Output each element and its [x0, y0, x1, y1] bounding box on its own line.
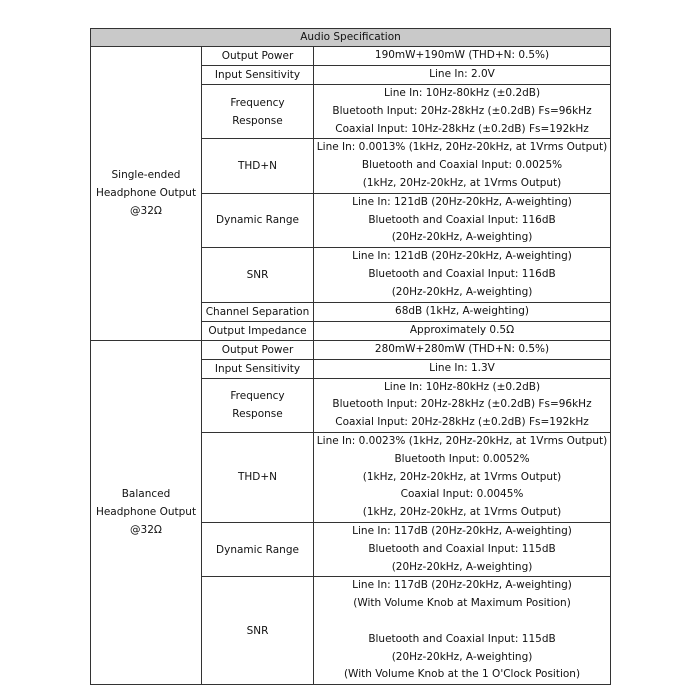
- cell-line: (20Hz-20kHz, A-weighting): [391, 285, 533, 298]
- parameter-cell: [202, 47, 314, 66]
- cell-line: Dynamic Range: [216, 543, 299, 556]
- parameter-cell: [202, 522, 314, 576]
- group-label: [91, 47, 202, 341]
- cell-line: Coaxial Input: 10Hz-28kHz (±0.2dB) Fs=192kHz: [335, 122, 589, 135]
- cell-line: Bluetooth Input: 20Hz-28kHz (±0.2dB) Fs=96kHz: [332, 104, 592, 117]
- parameter-cell: [202, 321, 314, 340]
- cell-line: Bluetooth Input: 20Hz-28kHz (±0.2dB) Fs=96kHz: [332, 398, 592, 411]
- cell-line: Response: [232, 408, 283, 421]
- cell-line: Single-ended: [111, 169, 181, 182]
- cell-line: [314, 613, 610, 631]
- cell-line: @32Ω: [130, 524, 162, 537]
- cell-line: (20Hz-20kHz, A-weighting): [391, 650, 533, 663]
- cell-line: Dynamic Range: [216, 214, 299, 227]
- cell-line: Line In: 117dB (20Hz-20kHz, A-weighting): [352, 579, 572, 592]
- cell-line: Line In: 10Hz-80kHz (±0.2dB): [383, 380, 541, 393]
- parameter-cell: [202, 248, 314, 302]
- cell-line: Bluetooth and Coaxial Input: 116dB: [368, 213, 556, 226]
- cell-line: Line In: 0.0013% (1kHz, 20Hz-20kHz, at 1Vrms Output): [316, 141, 608, 154]
- cell-line: Response: [232, 114, 283, 127]
- cell-line: @32Ω: [130, 205, 162, 218]
- cell-line: Line In: 117dB (20Hz-20kHz, A-weighting): [352, 524, 572, 537]
- value-cell: [314, 340, 611, 359]
- parameter-cell: [202, 302, 314, 321]
- cell-line: Bluetooth and Coaxial Input: 115dB: [368, 632, 556, 645]
- value-cell: [314, 378, 611, 432]
- cell-line: Input Sensitivity: [214, 69, 301, 81]
- cell-line: Coaxial Input: 0.0045%: [400, 488, 524, 501]
- spec-row: [91, 47, 611, 66]
- cell-line: 280mW+280mW (THD+N: 0.5%): [374, 342, 550, 355]
- cell-line: Line In: 2.0V: [429, 68, 495, 81]
- cell-line: SNR: [246, 624, 269, 637]
- cell-line: Line In: 0.0023% (1kHz, 20Hz-20kHz, at 1Vrms Output): [316, 434, 608, 447]
- cell-line: Bluetooth and Coaxial Input: 0.0025%: [361, 159, 563, 172]
- cell-line: Bluetooth Input: 0.0052%: [394, 452, 530, 465]
- parameter-cell: [202, 66, 314, 85]
- cell-line: (With Volume Knob at the 1 O'Clock Position): [343, 668, 581, 681]
- cell-line: Output Impedance: [208, 324, 307, 337]
- cell-line: Channel Separation: [205, 305, 310, 318]
- cell-line: Balanced: [121, 488, 171, 501]
- cell-line: SNR: [246, 268, 269, 281]
- value-cell: [314, 577, 611, 685]
- group-label: [91, 340, 202, 685]
- value-cell: [314, 193, 611, 247]
- cell-line: THD+N: [237, 471, 278, 484]
- cell-line: Line In: 10Hz-80kHz (±0.2dB): [383, 87, 541, 99]
- cell-line: Coaxial Input: 20Hz-28kHz (±0.2dB) Fs=192kHz: [335, 416, 589, 429]
- value-cell: [314, 432, 611, 522]
- cell-line: (1kHz, 20Hz-20kHz, at 1Vrms Output): [362, 506, 562, 519]
- cell-line: Output Power: [221, 50, 294, 62]
- cell-line: (20Hz-20kHz, A-weighting): [391, 560, 533, 573]
- cell-line: 68dB (1kHz, A-weighting): [395, 304, 529, 317]
- cell-line: Output Power: [221, 343, 294, 356]
- spec-row: [91, 340, 611, 359]
- parameter-cell: [202, 193, 314, 247]
- parameter-cell: [202, 359, 314, 378]
- cell-line: Line In: 121dB (20Hz-20kHz, A-weighting): [352, 250, 572, 263]
- audio-spec-table: [90, 28, 611, 685]
- value-cell: [314, 139, 611, 193]
- cell-line: Frequency: [230, 96, 285, 109]
- value-cell: [314, 302, 611, 321]
- title-row: [91, 29, 611, 47]
- parameter-cell: [202, 577, 314, 685]
- cell-line: Bluetooth and Coaxial Input: 116dB: [368, 267, 556, 280]
- spec-table-body: [91, 29, 611, 685]
- value-cell: [314, 66, 611, 85]
- cell-line: Approximately 0.5Ω: [409, 323, 515, 336]
- cell-line: Line In: 1.3V: [429, 361, 495, 374]
- parameter-cell: [202, 340, 314, 359]
- value-cell: [314, 522, 611, 576]
- value-cell: [314, 248, 611, 302]
- parameter-cell: [202, 85, 314, 139]
- cell-line: Bluetooth and Coaxial Input: 115dB: [368, 542, 556, 555]
- cell-line: (1kHz, 20Hz-20kHz, at 1Vrms Output): [362, 470, 562, 483]
- cell-line: Headphone Output: [95, 187, 197, 200]
- parameter-cell: [202, 139, 314, 193]
- parameter-cell: [202, 378, 314, 432]
- value-cell: [314, 359, 611, 378]
- cell-line: THD+N: [237, 160, 278, 173]
- value-cell: [314, 47, 611, 66]
- table-title: Audio Specification: [91, 29, 611, 47]
- cell-line: Headphone Output: [95, 506, 197, 519]
- value-cell: [314, 321, 611, 340]
- parameter-cell: [202, 432, 314, 522]
- cell-line: Frequency: [230, 390, 285, 403]
- cell-line: Line In: 121dB (20Hz-20kHz, A-weighting): [352, 195, 572, 208]
- cell-line: 190mW+190mW (THD+N: 0.5%): [374, 49, 550, 62]
- cell-line: (1kHz, 20Hz-20kHz, at 1Vrms Output): [362, 176, 562, 189]
- value-cell: [314, 85, 611, 139]
- cell-line: (With Volume Knob at Maximum Position): [353, 597, 571, 610]
- cell-line: (20Hz-20kHz, A-weighting): [391, 231, 533, 244]
- cell-line: Input Sensitivity: [214, 362, 301, 375]
